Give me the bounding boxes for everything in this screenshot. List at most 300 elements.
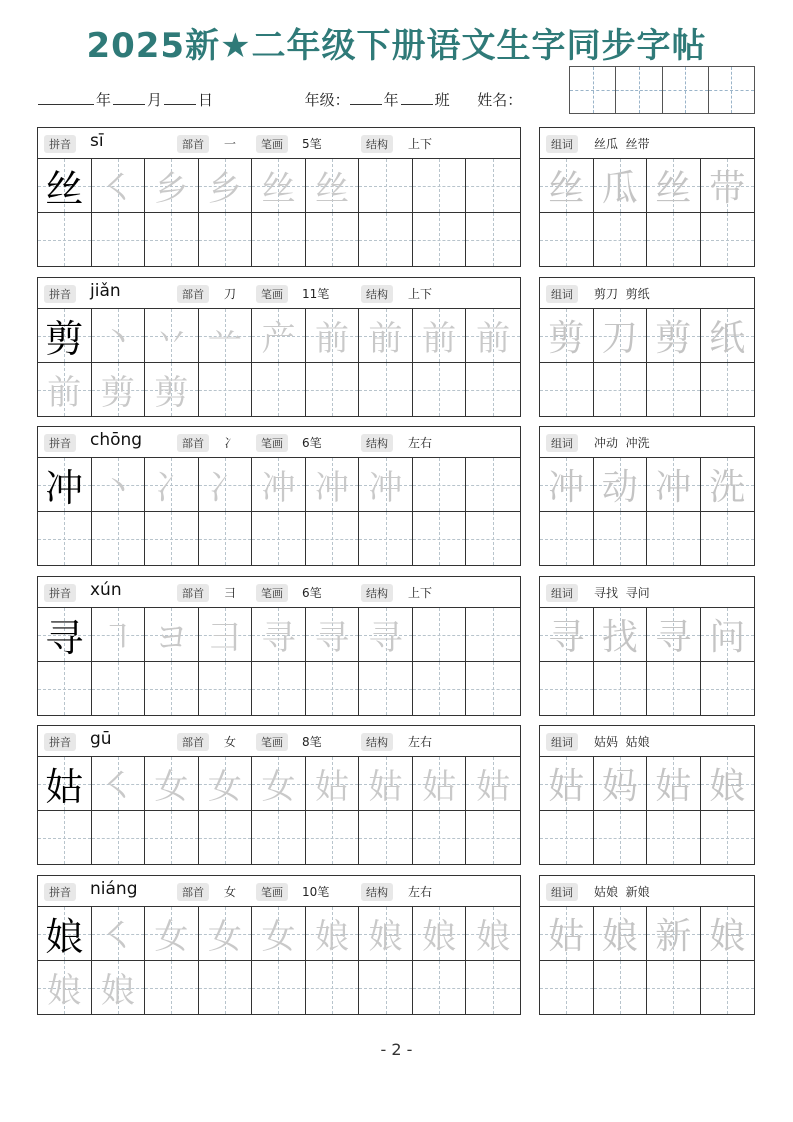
word-trace-character: 姑: [548, 766, 585, 807]
word-trace-character: 新: [655, 916, 692, 957]
stroke-step-character: 丝: [315, 169, 349, 209]
word-practice-box: [539, 576, 755, 716]
writing-cell[interactable]: [647, 213, 701, 266]
word-tian-grid: [540, 309, 754, 416]
writing-cell[interactable]: [594, 309, 648, 362]
word-practice-box: [539, 426, 755, 566]
writing-cell[interactable]: [466, 662, 520, 715]
month-blank[interactable]: [113, 88, 145, 105]
pinyin-value: jiǎn: [90, 281, 121, 301]
writing-cell[interactable]: [647, 608, 701, 661]
writing-cell[interactable]: [466, 309, 520, 362]
grid-row: [38, 458, 520, 512]
writing-cell[interactable]: [647, 309, 701, 362]
writing-cell[interactable]: [306, 458, 360, 511]
structure-value: 左右: [408, 436, 433, 450]
writing-cell[interactable]: [413, 811, 467, 864]
writing-cell[interactable]: [594, 159, 648, 212]
writing-cell[interactable]: [92, 512, 146, 565]
word-trace-character: 剪: [655, 318, 692, 359]
grid-row: [540, 811, 754, 864]
writing-cell[interactable]: [413, 907, 467, 960]
writing-cell[interactable]: [359, 662, 413, 715]
stroke-step-character: 前: [476, 319, 511, 359]
writing-cell[interactable]: [199, 757, 253, 810]
writing-cell[interactable]: [594, 907, 648, 960]
writing-cell[interactable]: [540, 363, 594, 416]
writing-cell[interactable]: [199, 512, 253, 565]
writing-cell[interactable]: [306, 811, 360, 864]
writing-cell[interactable]: [359, 811, 413, 864]
date-and-student-info: [38, 88, 558, 114]
writing-cell[interactable]: [540, 309, 594, 362]
writing-cell[interactable]: [701, 363, 755, 416]
writing-cell[interactable]: [701, 458, 755, 511]
strokes-value: 6笔: [302, 586, 322, 600]
stroke-step-character: 丶: [100, 319, 135, 359]
words-tag: 组词: [546, 434, 578, 452]
writing-cell[interactable]: [466, 811, 520, 864]
writing-cell[interactable]: [306, 608, 360, 661]
writing-cell[interactable]: [647, 458, 701, 511]
writing-cell[interactable]: [145, 363, 199, 416]
words-value: 姑妈 姑娘: [594, 735, 650, 749]
writing-cell[interactable]: [145, 608, 199, 661]
strokes-tag: 笔画: [256, 883, 288, 901]
words-info-bar: [540, 278, 754, 309]
writing-cell[interactable]: [38, 907, 92, 960]
words-tag: 组词: [546, 584, 578, 602]
writing-cell[interactable]: [647, 907, 701, 960]
writing-cell[interactable]: [540, 213, 594, 266]
tian-grid: [38, 907, 520, 1014]
structure-tag: 结构: [361, 883, 393, 901]
character-block: [0, 576, 793, 716]
writing-cell[interactable]: [413, 363, 467, 416]
word-trace-character: 寻: [655, 617, 692, 658]
model-character: 娘: [45, 915, 84, 959]
writing-cell[interactable]: [38, 811, 92, 864]
writing-cell[interactable]: [413, 213, 467, 266]
grid-row: [38, 907, 520, 961]
word-tian-grid: [540, 757, 754, 864]
writing-cell[interactable]: [252, 213, 306, 266]
word-practice-box: [539, 127, 755, 267]
writing-cell[interactable]: [38, 662, 92, 715]
page-title: 2025新★二年级下册语文生字同步字帖: [86, 26, 707, 66]
word-trace-character: 带: [709, 168, 746, 209]
stroke-step-character: 姑: [368, 767, 403, 807]
year-blank[interactable]: [38, 88, 94, 105]
stroke-practice-box: [37, 127, 521, 267]
writing-cell[interactable]: [701, 309, 755, 362]
structure-value: 上下: [408, 586, 433, 600]
writing-cell[interactable]: [145, 811, 199, 864]
writing-cell[interactable]: [306, 363, 360, 416]
word-tian-grid: [540, 458, 754, 565]
stroke-step-character: 女: [154, 917, 189, 957]
writing-cell[interactable]: [359, 309, 413, 362]
stroke-step-character: 丷: [154, 319, 189, 359]
writing-cell[interactable]: [199, 662, 253, 715]
stroke-step-character: 娘: [422, 917, 457, 957]
writing-cell[interactable]: [306, 907, 360, 960]
writing-cell[interactable]: [594, 213, 648, 266]
name-cell[interactable]: [570, 67, 616, 113]
radical-value: 冫: [224, 436, 237, 450]
writing-cell[interactable]: [199, 458, 253, 511]
word-trace-character: 动: [601, 467, 638, 508]
writing-cell[interactable]: [199, 363, 253, 416]
writing-cell[interactable]: [252, 309, 306, 362]
writing-cell[interactable]: [252, 608, 306, 661]
writing-cell[interactable]: [540, 458, 594, 511]
char-info-bar: [38, 128, 520, 159]
stroke-practice-box: [37, 725, 521, 865]
stroke-step-character: 䒑: [207, 319, 242, 359]
stroke-step-character: 姑: [315, 767, 349, 807]
word-trace-character: 找: [601, 617, 638, 658]
word-trace-character: 刀: [601, 318, 638, 359]
writing-cell[interactable]: [466, 757, 520, 810]
writing-cell[interactable]: [252, 757, 306, 810]
stroke-practice-box: [37, 277, 521, 417]
writing-cell[interactable]: [306, 309, 360, 362]
writing-cell[interactable]: [359, 961, 413, 1014]
writing-cell[interactable]: [413, 159, 467, 212]
writing-cell[interactable]: [594, 961, 648, 1014]
writing-cell[interactable]: [647, 961, 701, 1014]
writing-cell[interactable]: [647, 662, 701, 715]
model-character: 丝: [45, 167, 84, 211]
writing-cell[interactable]: [92, 458, 146, 511]
radical-value: 一: [224, 137, 237, 151]
word-trace-character: 妈: [601, 766, 638, 807]
writing-cell[interactable]: [92, 213, 146, 266]
writing-cell[interactable]: [466, 512, 520, 565]
word-trace-character: 冲: [655, 467, 692, 508]
stroke-step-character: 女: [261, 767, 296, 807]
writing-cell[interactable]: [594, 512, 648, 565]
pinyin-value: chōng: [90, 430, 143, 450]
radical-value: 女: [224, 735, 237, 749]
writing-cell[interactable]: [540, 662, 594, 715]
name-cell[interactable]: [616, 67, 662, 113]
writing-cell[interactable]: [466, 213, 520, 266]
word-practice-box: [539, 875, 755, 1015]
writing-cell[interactable]: [199, 309, 253, 362]
stroke-step-character: 前: [422, 319, 457, 359]
character-block: [0, 426, 793, 566]
writing-cell[interactable]: [38, 159, 92, 212]
writing-cell[interactable]: [252, 458, 306, 511]
word-tian-grid: [540, 159, 754, 266]
writing-cell[interactable]: [594, 363, 648, 416]
stroke-practice-box: [37, 875, 521, 1015]
writing-cell[interactable]: [306, 512, 360, 565]
writing-cell[interactable]: [413, 512, 467, 565]
writing-cell[interactable]: [647, 159, 701, 212]
character-block: [0, 875, 793, 1015]
writing-cell[interactable]: [252, 961, 306, 1014]
structure-tag: 结构: [361, 135, 393, 153]
stroke-step-character: 乡: [154, 169, 189, 209]
writing-cell[interactable]: [701, 811, 755, 864]
writing-cell[interactable]: [540, 512, 594, 565]
stroke-step-character: 女: [207, 767, 242, 807]
writing-cell[interactable]: [92, 309, 146, 362]
structure-value: 左右: [408, 735, 433, 749]
writing-cell[interactable]: [413, 757, 467, 810]
writing-cell[interactable]: [594, 662, 648, 715]
writing-cell[interactable]: [359, 458, 413, 511]
model-character: 冲: [45, 466, 84, 510]
stroke-practice-box: [37, 576, 521, 716]
writing-cell[interactable]: [38, 757, 92, 810]
stroke-step-character: 女: [154, 767, 189, 807]
stroke-step-character: 女: [207, 917, 242, 957]
writing-cell[interactable]: [199, 608, 253, 661]
grid-row: [540, 458, 754, 512]
stroke-step-character: 彐: [207, 618, 242, 658]
strokes-value: 11笔: [302, 287, 330, 301]
writing-cell[interactable]: [413, 961, 467, 1014]
writing-cell[interactable]: [199, 907, 253, 960]
grid-row: [38, 512, 520, 565]
writing-cell[interactable]: [466, 458, 520, 511]
writing-cell[interactable]: [701, 159, 755, 212]
name-cell[interactable]: [663, 67, 709, 113]
writing-cell[interactable]: [359, 159, 413, 212]
words-value: 丝瓜 丝带: [594, 137, 650, 151]
char-info-bar: [38, 278, 520, 309]
char-info-bar: [38, 427, 520, 458]
stroke-step-character: 前: [315, 319, 349, 359]
writing-cell[interactable]: [701, 608, 755, 661]
tian-grid: [38, 608, 520, 715]
writing-cell[interactable]: [92, 662, 146, 715]
words-info-bar: [540, 427, 754, 458]
writing-cell[interactable]: [199, 961, 253, 1014]
writing-cell[interactable]: [145, 512, 199, 565]
writing-cell[interactable]: [466, 608, 520, 661]
writing-cell[interactable]: [38, 309, 92, 362]
writing-cell[interactable]: [38, 213, 92, 266]
word-practice-box: [539, 725, 755, 865]
word-tian-grid: [540, 907, 754, 1014]
writing-cell[interactable]: [466, 961, 520, 1014]
word-trace-character: 姑: [548, 916, 585, 957]
writing-cell[interactable]: [413, 458, 467, 511]
writing-cell[interactable]: [647, 811, 701, 864]
writing-cell[interactable]: [199, 811, 253, 864]
stroke-step-character: 冲: [315, 468, 349, 508]
words-tag: 组词: [546, 883, 578, 901]
writing-cell[interactable]: [466, 907, 520, 960]
strokes-tag: 笔画: [256, 733, 288, 751]
writing-cell[interactable]: [540, 961, 594, 1014]
writing-cell[interactable]: [306, 213, 360, 266]
stroke-step-character: 娘: [315, 917, 349, 957]
writing-cell[interactable]: [92, 363, 146, 416]
writing-cell[interactable]: [540, 811, 594, 864]
writing-cell[interactable]: [413, 309, 467, 362]
writing-cell[interactable]: [145, 458, 199, 511]
word-trace-character: 娘: [709, 766, 746, 807]
writing-cell[interactable]: [413, 662, 467, 715]
writing-cell[interactable]: [359, 907, 413, 960]
structure-value: 上下: [408, 287, 433, 301]
structure-tag: 结构: [361, 285, 393, 303]
writing-cell[interactable]: [306, 961, 360, 1014]
pinyin-value: xún: [90, 580, 122, 600]
writing-cell[interactable]: [306, 757, 360, 810]
model-character: 寻: [45, 616, 84, 660]
writing-cell[interactable]: [199, 213, 253, 266]
writing-cell[interactable]: [92, 608, 146, 661]
writing-cell[interactable]: [701, 213, 755, 266]
stroke-step-character: ㇕: [100, 618, 135, 658]
writing-cell[interactable]: [466, 159, 520, 212]
writing-cell[interactable]: [199, 159, 253, 212]
writing-cell[interactable]: [647, 363, 701, 416]
writing-cell[interactable]: [701, 961, 755, 1014]
words-info-bar: [540, 876, 754, 907]
grid-row: [38, 159, 520, 213]
writing-cell[interactable]: [359, 213, 413, 266]
word-trace-character: 问: [709, 617, 746, 658]
writing-cell[interactable]: [145, 662, 199, 715]
stroke-step-character: 剪: [100, 373, 135, 413]
stroke-step-character: ㇛: [100, 169, 135, 209]
writing-cell[interactable]: [92, 757, 146, 810]
grid-row: [540, 159, 754, 213]
writing-cell[interactable]: [252, 907, 306, 960]
word-trace-character: 娘: [601, 916, 638, 957]
tian-grid: [38, 757, 520, 864]
writing-cell[interactable]: [359, 363, 413, 416]
writing-cell[interactable]: [252, 363, 306, 416]
grid-row: [38, 213, 520, 266]
writing-cell[interactable]: [359, 608, 413, 661]
stroke-step-character: 娘: [368, 917, 403, 957]
writing-cell[interactable]: [145, 309, 199, 362]
writing-cell[interactable]: [701, 757, 755, 810]
writing-cell[interactable]: [540, 608, 594, 661]
writing-cell[interactable]: [252, 159, 306, 212]
word-trace-character: 丝: [548, 168, 585, 209]
writing-cell[interactable]: [38, 608, 92, 661]
writing-cell[interactable]: [145, 213, 199, 266]
stroke-step-character: 冲: [368, 468, 403, 508]
strokes-value: 8笔: [302, 735, 322, 749]
stroke-step-character: 姑: [476, 767, 511, 807]
writing-cell[interactable]: [540, 907, 594, 960]
word-trace-character: 姑: [655, 766, 692, 807]
writing-cell[interactable]: [647, 512, 701, 565]
stroke-step-character: 女: [261, 917, 296, 957]
radical-tag: 部首: [177, 883, 209, 901]
grade-blank[interactable]: [350, 88, 382, 105]
writing-cell[interactable]: [701, 907, 755, 960]
writing-cell[interactable]: [306, 159, 360, 212]
writing-cell[interactable]: [38, 458, 92, 511]
words-value: 冲动 冲洗: [594, 436, 650, 450]
stroke-step-character: 冲: [261, 468, 296, 508]
writing-cell[interactable]: [540, 159, 594, 212]
writing-cell[interactable]: [38, 512, 92, 565]
grid-row: [540, 662, 754, 715]
words-tag: 组词: [546, 135, 578, 153]
writing-cell[interactable]: [540, 757, 594, 810]
writing-cell[interactable]: [92, 159, 146, 212]
writing-cell[interactable]: [594, 811, 648, 864]
word-trace-character: 寻: [548, 617, 585, 658]
writing-cell[interactable]: [145, 159, 199, 212]
stroke-practice-box: [37, 426, 521, 566]
name-label: 姓名：: [477, 91, 523, 109]
grid-row: [540, 961, 754, 1014]
stroke-step-character: 丝: [261, 169, 296, 209]
pinyin-tag: 拼音: [44, 135, 76, 153]
stroke-step-character: 娘: [47, 971, 82, 1011]
writing-cell[interactable]: [359, 512, 413, 565]
writing-cell[interactable]: [594, 608, 648, 661]
writing-cell[interactable]: [252, 512, 306, 565]
writing-cell[interactable]: [306, 662, 360, 715]
writing-cell[interactable]: [701, 512, 755, 565]
char-info-bar: [38, 726, 520, 757]
words-info-bar: [540, 577, 754, 608]
writing-cell[interactable]: [92, 961, 146, 1014]
writing-cell[interactable]: [413, 608, 467, 661]
character-block: [0, 725, 793, 865]
day-blank[interactable]: [164, 88, 196, 105]
words-value: 寻找 寻问: [594, 586, 650, 600]
name-cell[interactable]: [709, 67, 754, 113]
writing-cell[interactable]: [647, 757, 701, 810]
writing-cell[interactable]: [145, 907, 199, 960]
tian-grid: [38, 309, 520, 416]
grid-row: [540, 608, 754, 662]
grid-row: [38, 961, 520, 1014]
name-writing-grid[interactable]: [569, 66, 755, 114]
writing-cell[interactable]: [359, 757, 413, 810]
writing-cell[interactable]: [252, 811, 306, 864]
writing-cell[interactable]: [38, 961, 92, 1014]
structure-value: 上下: [408, 137, 433, 151]
writing-cell[interactable]: [252, 662, 306, 715]
radical-value: 女: [224, 885, 237, 899]
writing-cell[interactable]: [92, 811, 146, 864]
grid-row: [38, 363, 520, 416]
writing-cell[interactable]: [38, 363, 92, 416]
structure-tag: 结构: [361, 733, 393, 751]
writing-cell[interactable]: [594, 757, 648, 810]
writing-cell[interactable]: [145, 757, 199, 810]
writing-cell[interactable]: [594, 458, 648, 511]
writing-cell[interactable]: [145, 961, 199, 1014]
class-blank[interactable]: [401, 88, 433, 105]
writing-cell[interactable]: [92, 907, 146, 960]
pinyin-tag: 拼音: [44, 584, 76, 602]
writing-cell[interactable]: [466, 363, 520, 416]
stroke-step-character: 娘: [476, 917, 511, 957]
grid-row: [540, 213, 754, 266]
grade-year-label: 年: [383, 91, 399, 109]
words-tag: 组词: [546, 733, 578, 751]
writing-cell[interactable]: [701, 662, 755, 715]
